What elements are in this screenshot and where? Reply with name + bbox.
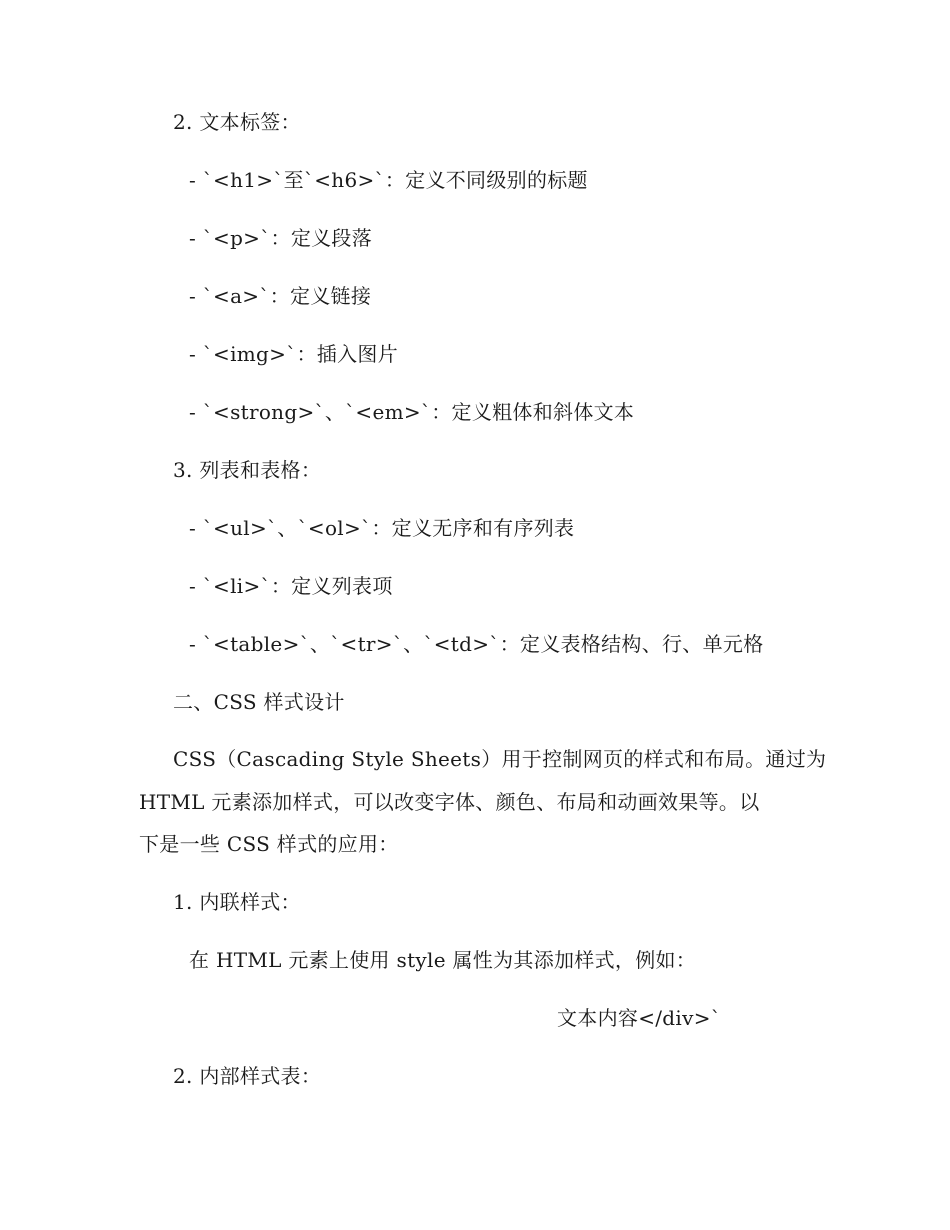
paragraph-line-3: 下是一些 CSS 样式的应用：	[139, 832, 399, 856]
list-item-table: - `<table>`、`<tr>`、`<td>`：定义表格结构、行、单元格	[189, 632, 764, 656]
list-item-p: - `<p>`：定义段落	[189, 226, 373, 250]
paragraph-line-2: HTML 元素添加样式，可以改变字体、颜色、布局和动画效果等。以	[139, 790, 760, 814]
list-item-li: - `<li>`：定义列表项	[189, 574, 393, 598]
list-heading-lists-tables: 3. 列表和表格：	[173, 458, 322, 482]
paragraph-line-1: CSS（Cascading Style Sheets）用于控制网页的样式和布局。通过为	[173, 747, 827, 771]
list-item-img: - `<img>`：插入图片	[189, 342, 398, 366]
list-item-h1-h6: - `<h1>`至`<h6>`：定义不同级别的标题	[189, 168, 588, 192]
list-heading-internal-stylesheet: 2. 内部样式表：	[173, 1064, 322, 1088]
list-item-ul-ol: - `<ul>`、`<ol>`：定义无序和有序列表	[189, 516, 575, 540]
section-heading-css: 二、CSS 样式设计	[173, 690, 345, 714]
list-heading-text-tags: 2. 文本标签：	[173, 110, 301, 134]
list-item-strong-em: - `<strong>`、`<em>`：定义粗体和斜体文本	[189, 400, 635, 424]
list-heading-inline-styles: 1. 内联样式：	[173, 890, 301, 914]
list-item-a: - `<a>`：定义链接	[189, 284, 372, 308]
code-example-fragment: 文本内容</div>`	[557, 1006, 722, 1030]
inline-style-description: 在 HTML 元素上使用 style 属性为其添加样式，例如：	[189, 948, 697, 972]
